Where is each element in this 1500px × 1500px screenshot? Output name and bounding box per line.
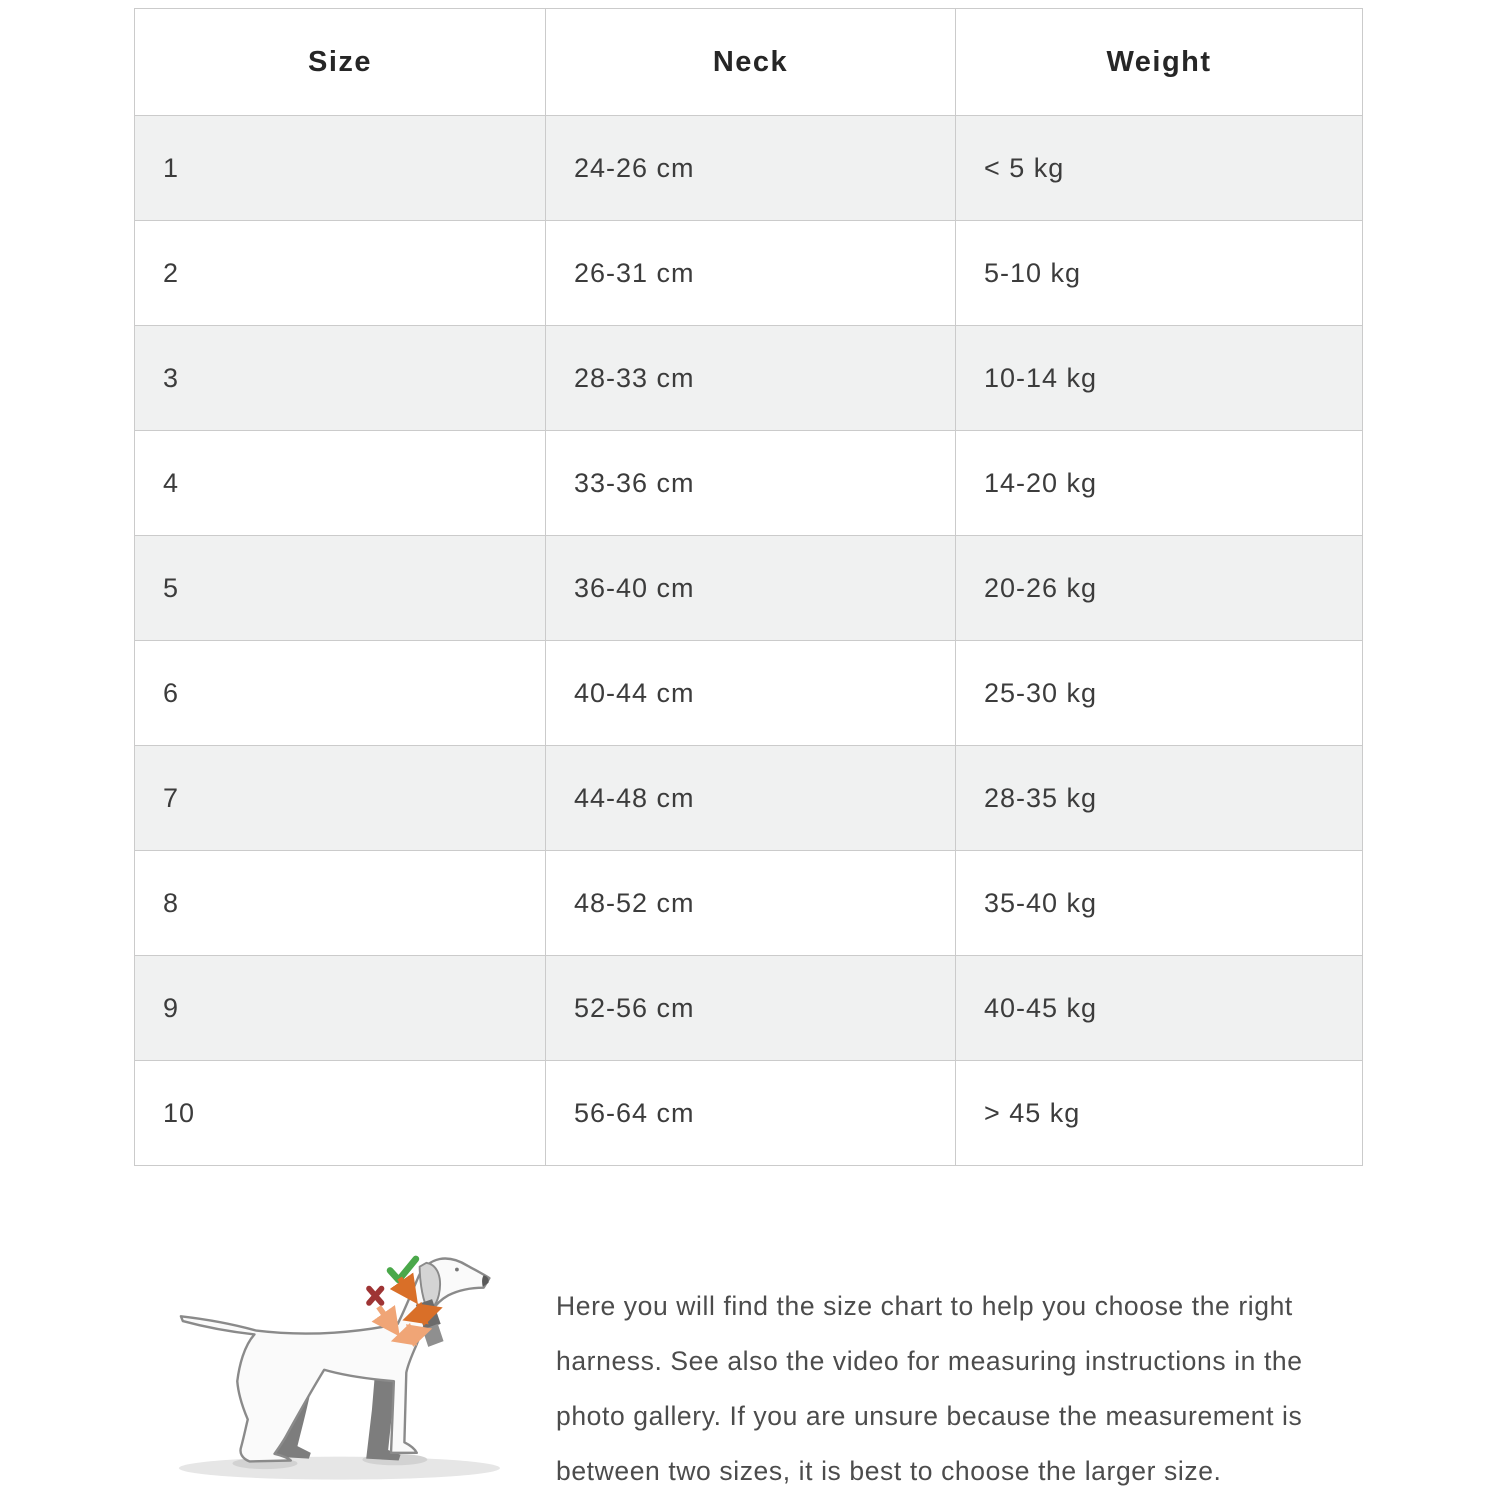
- neck-cell: 24-26 cm: [546, 116, 956, 221]
- neck-cell: 40-44 cm: [546, 641, 956, 746]
- correct-checkmark-icon: [390, 1259, 416, 1280]
- neck-cell: 56-64 cm: [546, 1061, 956, 1166]
- size-cell: 7: [135, 746, 546, 851]
- dog-shadow-icon: [179, 1454, 500, 1480]
- table-row: [135, 431, 1363, 536]
- size-cell: 10: [135, 1061, 546, 1166]
- table-row: [135, 221, 1363, 326]
- column-header-neck: Neck: [546, 9, 956, 116]
- table-row: [135, 1061, 1363, 1166]
- neck-cell: 33-36 cm: [546, 431, 956, 536]
- neck-cell: 48-52 cm: [546, 851, 956, 956]
- neck-cell: 44-48 cm: [546, 746, 956, 851]
- column-header-weight: Weight: [956, 9, 1363, 116]
- weight-cell: > 45 kg: [956, 1061, 1363, 1166]
- neck-cell: 52-56 cm: [546, 956, 956, 1061]
- dog-illustration: [158, 1236, 540, 1494]
- table-row: [135, 536, 1363, 641]
- weight-cell: 25-30 kg: [956, 641, 1363, 746]
- table-header: [135, 9, 1363, 116]
- table-body: [135, 116, 1363, 1166]
- table-row: [135, 116, 1363, 221]
- size-cell: 6: [135, 641, 546, 746]
- neck-cell: 36-40 cm: [546, 536, 956, 641]
- measuring-note-text: Here you will find the size chart to help you choose the right harness. See also the video for measuring instructions in the photo gallery. If you are unsure because the measurement is between two sizes, it is best to choose the larger size.: [556, 1290, 1303, 1486]
- header-row: [135, 9, 1363, 116]
- size-cell: 2: [135, 221, 546, 326]
- size-chart-table: [134, 8, 1363, 1166]
- incorrect-cross-icon: [369, 1289, 381, 1303]
- size-cell: 5: [135, 536, 546, 641]
- weight-cell: 35-40 kg: [956, 851, 1363, 956]
- dog-body-icon: [181, 1258, 489, 1461]
- weight-cell: 14-20 kg: [956, 431, 1363, 536]
- table-row: [135, 956, 1363, 1061]
- column-header-size: Size: [135, 9, 546, 116]
- table-row: [135, 851, 1363, 956]
- weight-cell: 10-14 kg: [956, 326, 1363, 431]
- neck-cell: 28-33 cm: [546, 326, 956, 431]
- neck-cell: 26-31 cm: [546, 221, 956, 326]
- size-cell: 3: [135, 326, 546, 431]
- size-cell: 1: [135, 116, 546, 221]
- weight-cell: 28-35 kg: [956, 746, 1363, 851]
- table-row: [135, 746, 1363, 851]
- table-row: [135, 641, 1363, 746]
- size-cell: 4: [135, 431, 546, 536]
- neck-measure-arrow-correct-icon: [400, 1278, 413, 1297]
- weight-cell: 20-26 kg: [956, 536, 1363, 641]
- weight-cell: < 5 kg: [956, 116, 1363, 221]
- size-cell: 9: [135, 956, 546, 1061]
- size-cell: 8: [135, 851, 546, 956]
- table-row: [135, 326, 1363, 431]
- weight-cell: 40-45 kg: [956, 956, 1363, 1061]
- dog-eye-icon: [455, 1268, 459, 1272]
- weight-cell: 5-10 kg: [956, 221, 1363, 326]
